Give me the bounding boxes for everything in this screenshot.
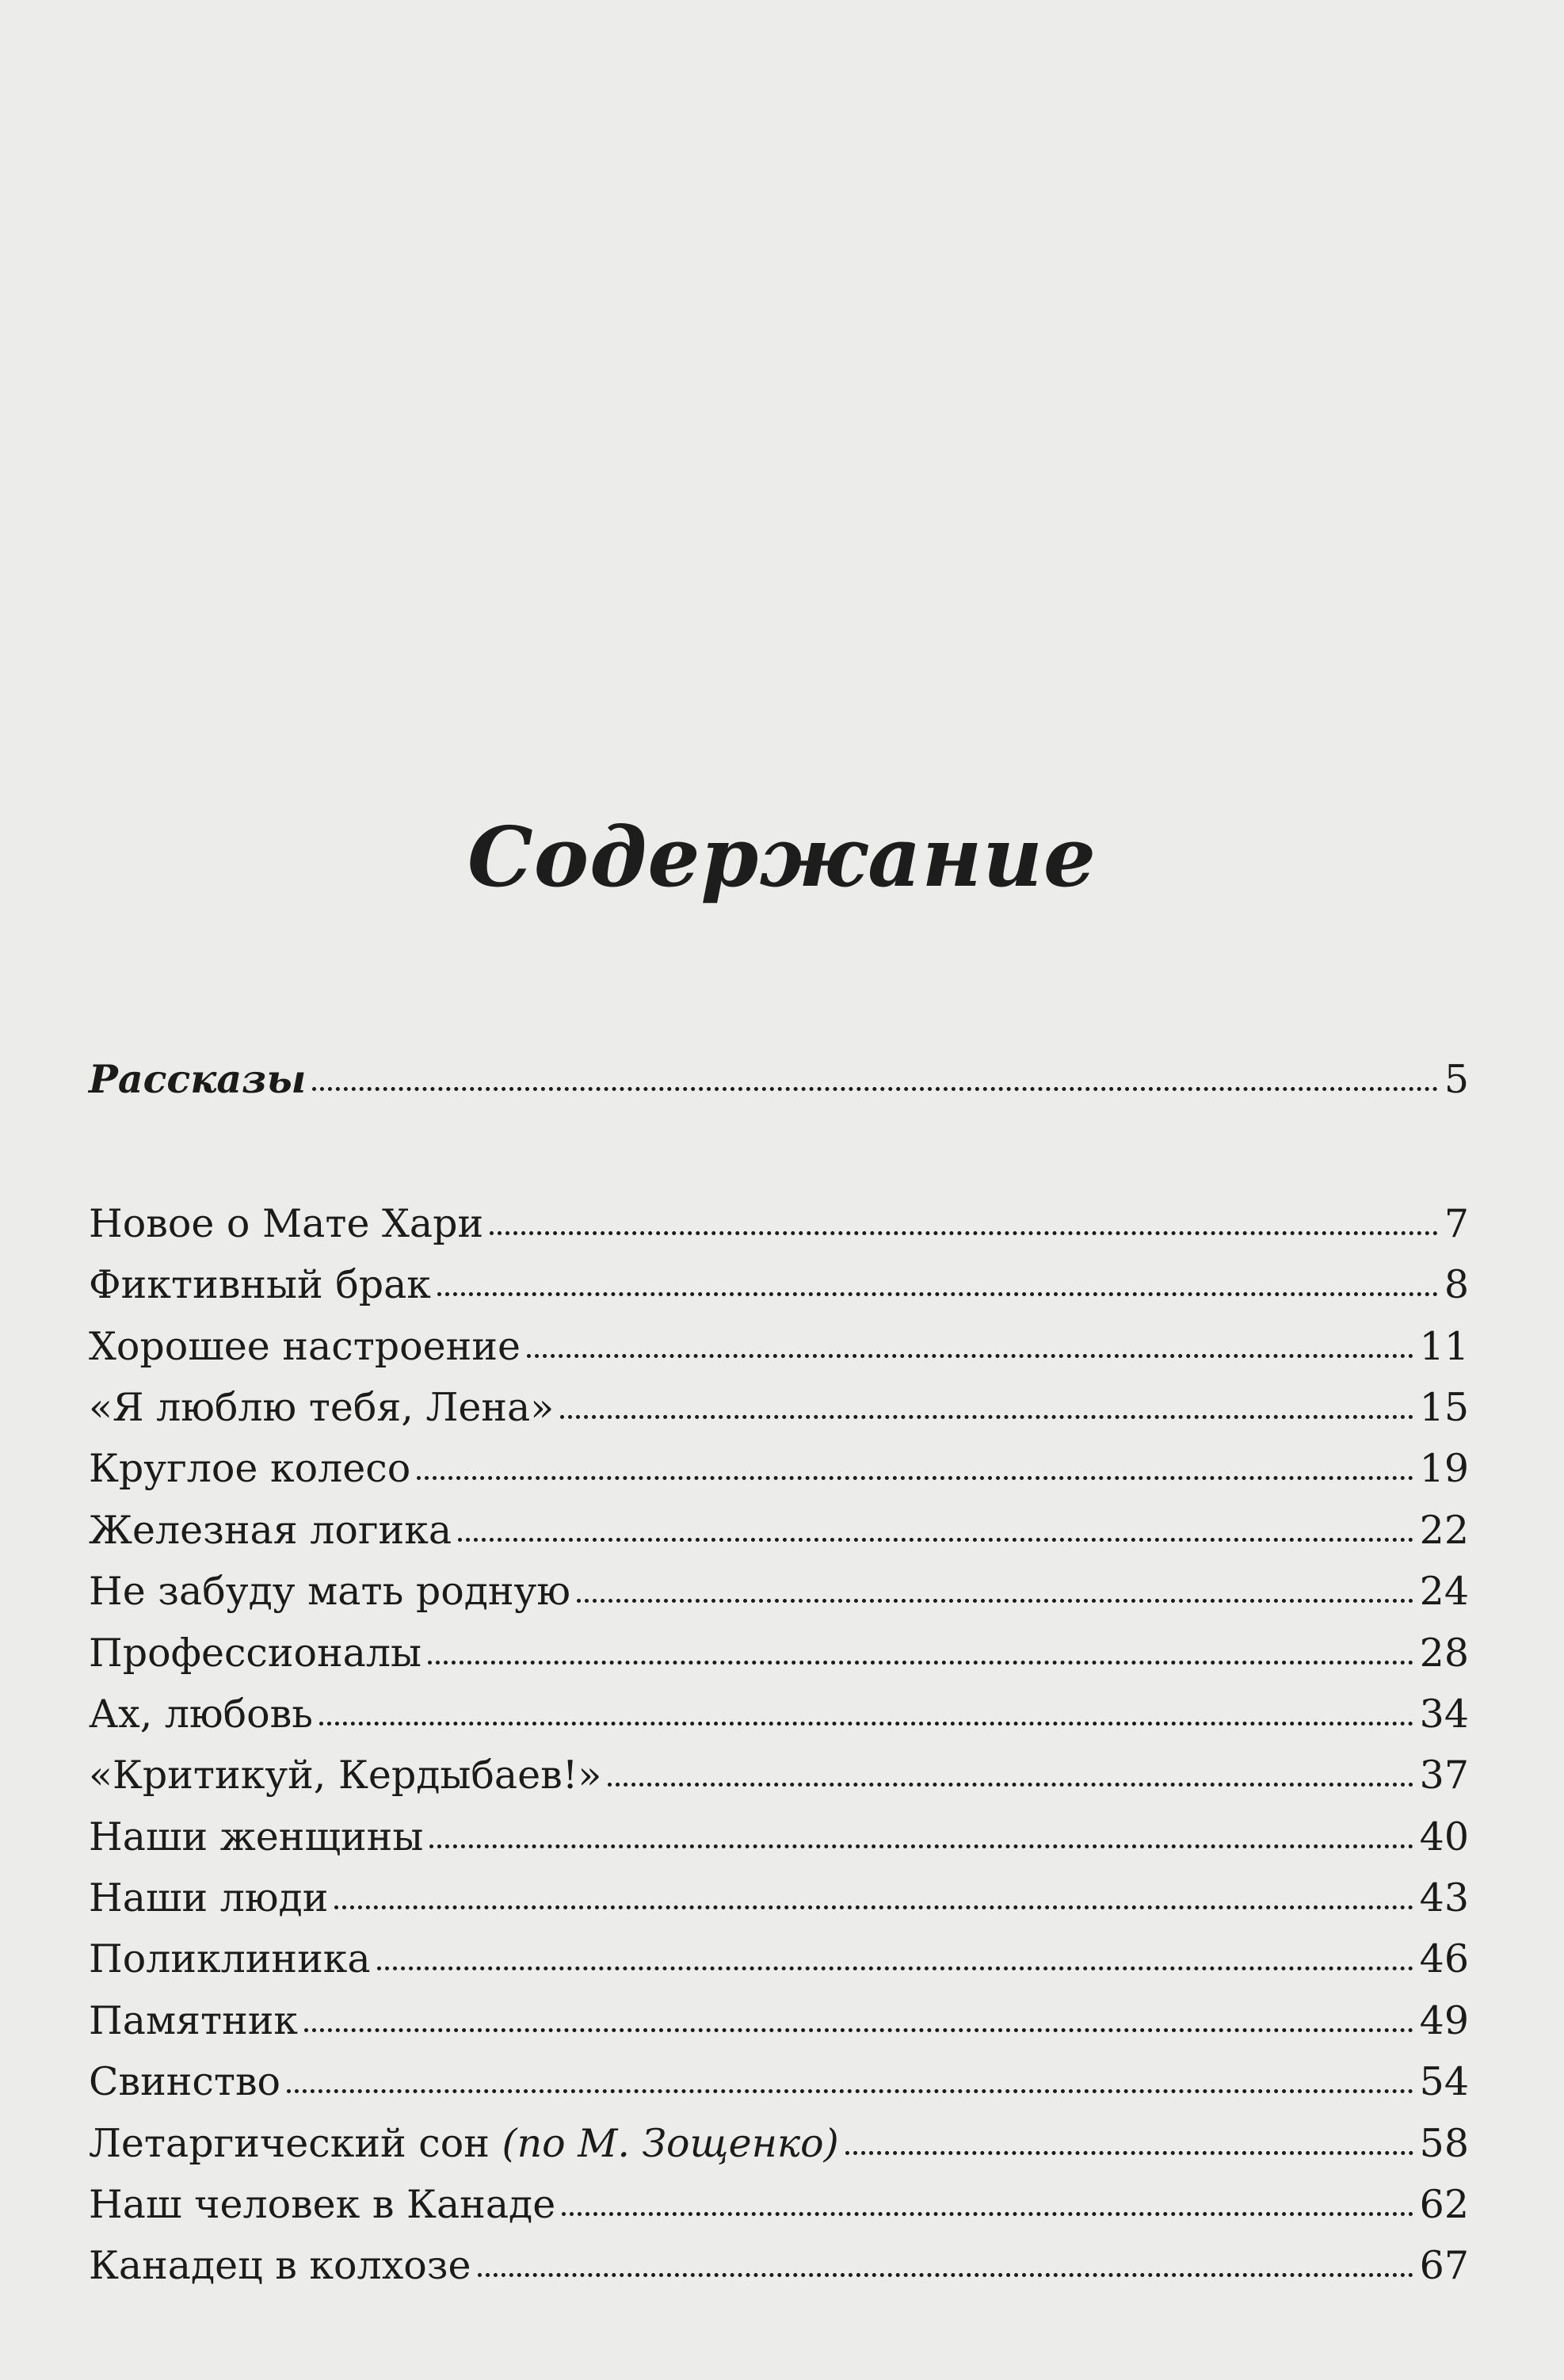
toc-dot-leader (458, 1537, 1413, 1542)
toc-dot-leader (287, 2088, 1413, 2093)
toc-entry (89, 1856, 1469, 1921)
toc-page-number: 62 (1419, 2182, 1469, 2228)
toc-entry (89, 1181, 1469, 1246)
toc-entry (89, 1488, 1469, 1553)
toc-entry-title: Свинство (89, 2059, 281, 2105)
toc-entry-title: Наши люди (89, 1875, 329, 1921)
toc-page-number: 22 (1419, 1507, 1469, 1553)
toc-entry-title: Поликлиника (89, 1936, 371, 1982)
toc-entry-title: Профессионалы (89, 1630, 422, 1676)
toc-entry (89, 2040, 1469, 2105)
toc-dot-leader (560, 1414, 1413, 1419)
toc-entry (89, 1611, 1469, 1676)
toc-entry (89, 1550, 1469, 1615)
toc-entry-title: Канадец в колхозе (89, 2243, 471, 2289)
toc-entry-title: Круглое колесо (89, 1446, 411, 1492)
toc-entry (89, 1427, 1469, 1492)
toc-entry-title: «Я люблю тебя, Лена» (89, 1384, 555, 1430)
toc-page-number: 24 (1419, 1569, 1469, 1615)
toc-page-number: 34 (1419, 1691, 1469, 1737)
toc-page-number: 8 (1444, 1262, 1469, 1308)
table-of-contents (89, 1038, 1469, 2289)
toc-entry-title: Хорошее настроение (89, 1323, 521, 1369)
toc-entry (89, 1366, 1469, 1430)
toc-page-number: 46 (1419, 1936, 1469, 1982)
toc-section-row (89, 1038, 1469, 1103)
toc-page-number: 11 (1419, 1323, 1469, 1369)
toc-dot-leader (334, 1905, 1413, 1909)
toc-page-number: 54 (1419, 2059, 1469, 2105)
toc-entry-title: Наш человек в Канаде (89, 2182, 556, 2228)
toc-entry (89, 1243, 1469, 1308)
toc-entry-note: (по М. Зощенко) (502, 2120, 839, 2166)
toc-dot-leader (577, 1598, 1413, 1603)
toc-entry-title (89, 2120, 839, 2166)
toc-entry (89, 1304, 1469, 1369)
toc-dot-leader (490, 1230, 1438, 1235)
toc-dot-leader (304, 2027, 1413, 2032)
toc-section-title: Рассказы (89, 1056, 307, 1103)
toc-page-number: 28 (1419, 1630, 1469, 1676)
toc-entry (89, 2101, 1469, 2166)
toc-entry (89, 1978, 1469, 2043)
toc-dot-leader (429, 1844, 1413, 1848)
toc-page-number: 19 (1419, 1446, 1469, 1492)
toc-entry-title: Новое о Мате Хари (89, 1200, 484, 1246)
toc-page-number: 40 (1419, 1814, 1469, 1859)
toc-dot-leader (478, 2272, 1413, 2277)
toc-entry (89, 1917, 1469, 1982)
toc-entry-title: Наши женщины (89, 1814, 424, 1859)
toc-entry-title: Фиктивный брак (89, 1262, 431, 1308)
toc-page-number: 58 (1419, 2120, 1469, 2166)
toc-entry-title: Не забуду мать родную (89, 1569, 571, 1615)
toc-dot-leader (377, 1966, 1413, 1970)
toc-entry-title: Ах, любовь (89, 1691, 313, 1737)
toc-dot-leader (319, 1721, 1413, 1726)
toc-page-number: 15 (1419, 1384, 1469, 1430)
toc-entry-title: «Критикуй, Кердыбаев!» (89, 1753, 602, 1798)
toc-dot-leader (428, 1660, 1413, 1665)
toc-entry (89, 2163, 1469, 2228)
toc-dot-leader (845, 2150, 1413, 2155)
toc-dot-leader (527, 1353, 1413, 1358)
toc-page-number: 7 (1444, 1200, 1469, 1246)
toc-entry (89, 1795, 1469, 1859)
toc-entry-main-title: Летаргический сон (89, 2120, 490, 2166)
toc-page-number: 37 (1419, 1753, 1469, 1798)
toc-dot-leader (562, 2211, 1413, 2216)
toc-page-number: 43 (1419, 1875, 1469, 1921)
toc-entries (89, 1181, 1469, 2289)
toc-entry (89, 1672, 1469, 1737)
toc-entry-title: Железная логика (89, 1507, 452, 1553)
toc-entry (89, 1734, 1469, 1798)
toc-dot-leader (437, 1291, 1438, 1296)
toc-page-number: 67 (1419, 2243, 1469, 2289)
toc-entry-title: Памятник (89, 1997, 299, 2043)
toc-page-number: 5 (1444, 1057, 1469, 1103)
toc-dot-leader (417, 1475, 1413, 1480)
toc-dot-leader (608, 1782, 1413, 1787)
toc-dot-leader (312, 1086, 1438, 1091)
toc-entry (89, 2224, 1469, 2289)
page-title: Содержание (467, 808, 1097, 906)
toc-page-number: 49 (1419, 1997, 1469, 2043)
